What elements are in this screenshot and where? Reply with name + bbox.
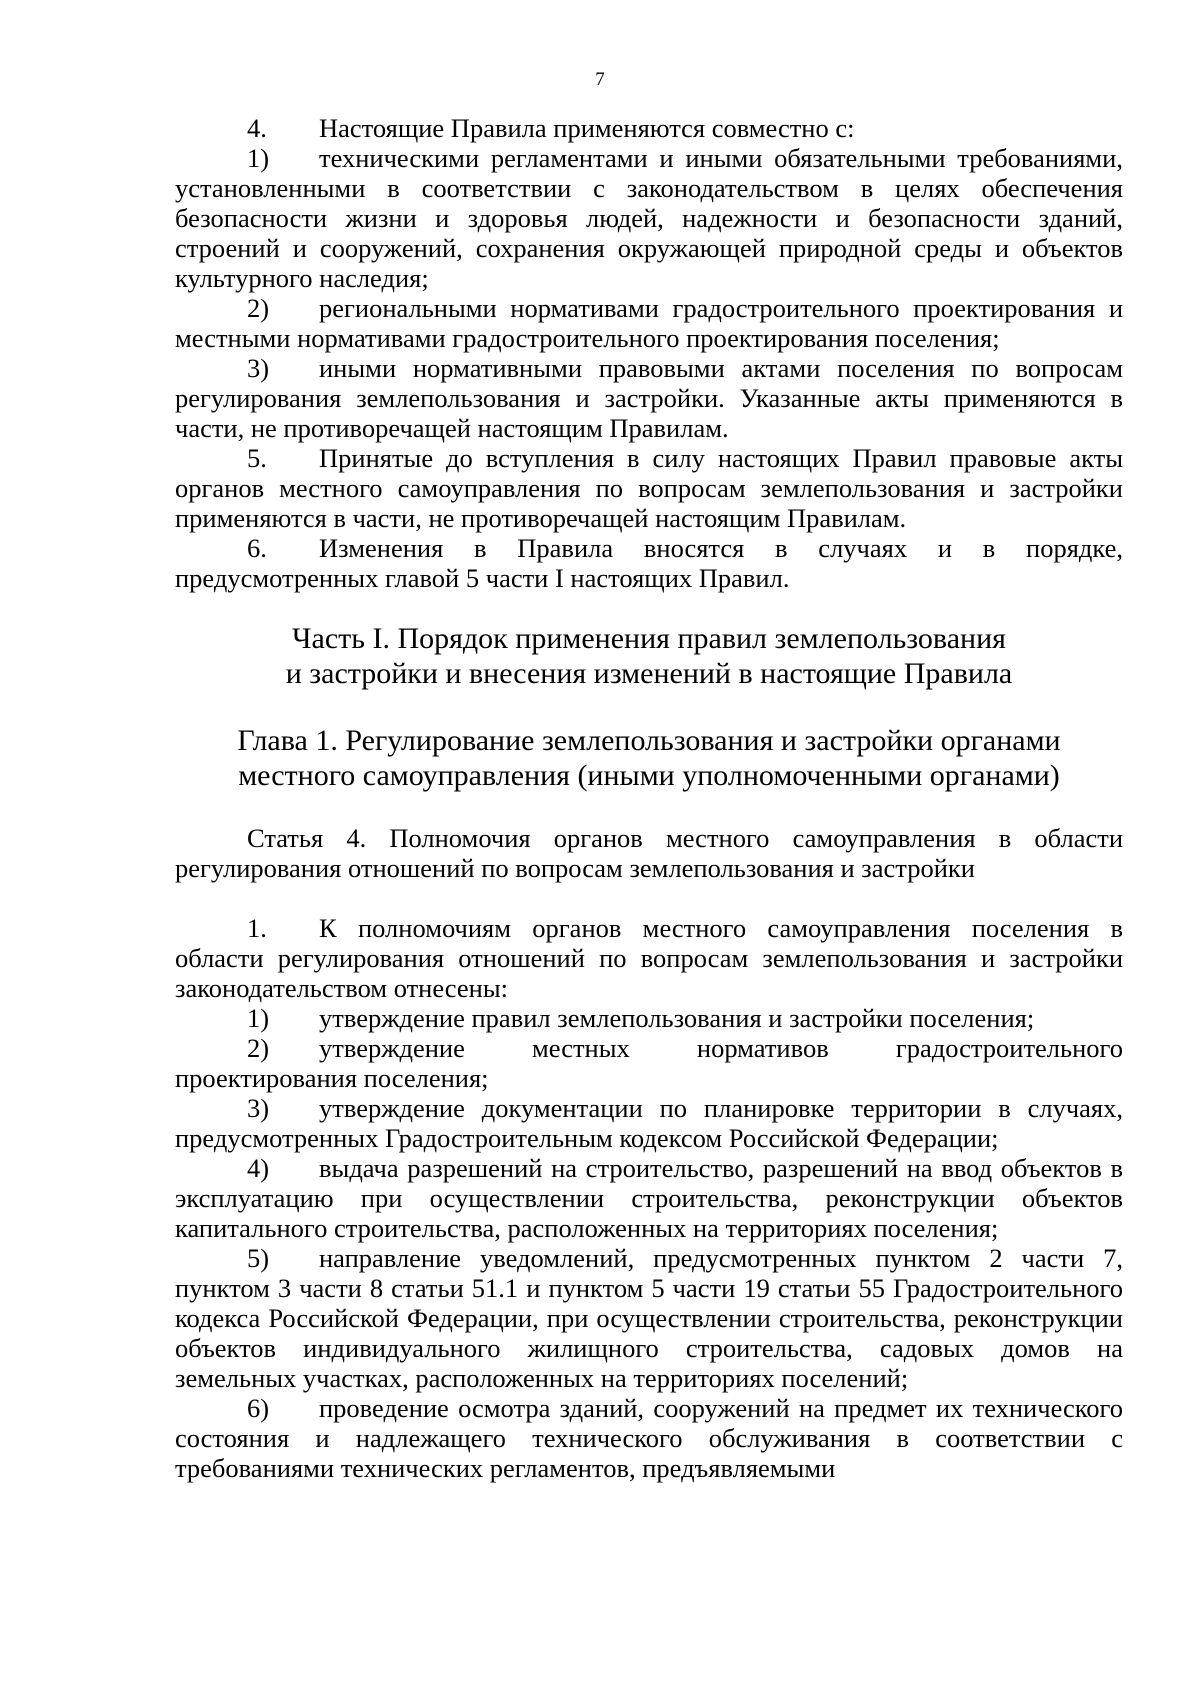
page-content <box>175 113 1123 1483</box>
list-item <box>175 1153 1123 1243</box>
list-item <box>175 1393 1123 1483</box>
item-number: 1) <box>247 143 270 173</box>
list-item <box>175 443 1123 533</box>
intro-items <box>175 113 1123 593</box>
article-heading: Статья 4. Полномочия органов местного самоуправления в области регулирования отношений по вопросам землепользования и застройки <box>175 823 1123 883</box>
list-item <box>175 143 1123 293</box>
list-item <box>175 913 1123 1003</box>
page-number: 7 <box>595 69 605 90</box>
item-number: 3) <box>247 1093 270 1123</box>
list-item <box>175 113 1123 143</box>
item-number: 6. <box>247 533 267 563</box>
item-text: проведение осмотра зданий, сооружений на предмет их технического состояния и надлежащего технического обслуживания в соответствии с требованиями технических регламентов, предъявляемыми <box>175 1393 1123 1483</box>
item-text: Настоящие Правила применяются совместно с: <box>319 113 855 143</box>
part-heading-line: и застройки и внесения изменений в настоящие Правила <box>285 657 1013 690</box>
article-items <box>175 913 1123 1483</box>
item-text: Изменения в Правила вносятся в случаях и в порядке, предусмотренных главой 5 части I настоящих Правил. <box>175 533 1123 593</box>
list-item <box>175 1093 1123 1153</box>
list-item <box>175 533 1123 593</box>
item-text: направление уведомлений, предусмотренных пунктом 2 части 7, пунктом 3 части 8 статьи 51.1 и пунктом 5 части 19 статьи 55 Градостроительного кодекса Российской Федерации, при осуществлении строительства, реконструкции объектов индивидуального жилищного строительства, садовых домов на земельных участках, расположенных на территориях поселений; <box>175 1243 1123 1393</box>
item-text: утверждение документации по планировке территории в случаях, предусмотренных Градостроительным кодексом Российской Федерации; <box>175 1093 1123 1153</box>
item-text: техническими регламентами и иными обязательными требованиями, установленными в соответствии с законодательством в целях обеспечения безопасности жизни и здоровья людей, надежности и безопасности зданий, строений и сооружений, сохранения окружающей природной среды и объектов культурного наследия; <box>175 143 1123 293</box>
item-text: выдача разрешений на строительство, разрешений на ввод объектов в эксплуатацию при осуществлении строительства, реконструкции объектов капитального строительства, расположенных на территориях поселения; <box>175 1153 1123 1243</box>
item-text: утверждение правил землепользования и застройки поселения; <box>319 1003 1035 1033</box>
list-item <box>175 353 1123 443</box>
item-text: региональными нормативами градостроительного проектирования и местными нормативами градостроительного проектирования поселения; <box>175 293 1123 353</box>
item-number: 6) <box>247 1393 270 1423</box>
chapter-heading-line: Глава 1. Регулирование землепользования и застройки органами <box>237 724 1061 757</box>
item-text: Принятые до вступления в силу настоящих Правил правовые акты органов местного самоуправления по вопросам землепользования и застройки применяются в части, не противоречащей настоящим Правилам. <box>175 443 1123 533</box>
list-item <box>175 1003 1123 1033</box>
item-number: 4) <box>247 1153 270 1183</box>
list-item <box>175 1033 1123 1093</box>
item-number: 1) <box>247 1003 270 1033</box>
item-number: 2) <box>247 293 270 323</box>
item-number: 4. <box>247 113 267 143</box>
item-number: 1. <box>247 913 267 943</box>
item-number: 5. <box>247 443 267 473</box>
item-text: утверждение местных нормативов градостроительного проектирования поселения; <box>175 1033 1123 1093</box>
item-number: 5) <box>247 1243 270 1273</box>
item-text: К полномочиям органов местного самоуправления поселения в области регулирования отношений по вопросам землепользования и застройки законодательством отнесены: <box>175 913 1123 1003</box>
item-number: 2) <box>247 1033 270 1063</box>
part-heading-line: Часть I. Порядок применения правил землепользования <box>292 622 1006 655</box>
chapter-heading <box>175 723 1123 793</box>
item-number: 3) <box>247 353 270 383</box>
list-item <box>175 1243 1123 1393</box>
item-text: иными нормативными правовыми актами поселения по вопросам регулирования землепользования и застройки. Указанные акты применяются в части, не противоречащей настоящим Правилам. <box>175 353 1123 443</box>
chapter-heading-line: местного самоуправления (иными уполномоченными органами) <box>238 759 1060 792</box>
list-item <box>175 293 1123 353</box>
part-heading <box>175 621 1123 691</box>
